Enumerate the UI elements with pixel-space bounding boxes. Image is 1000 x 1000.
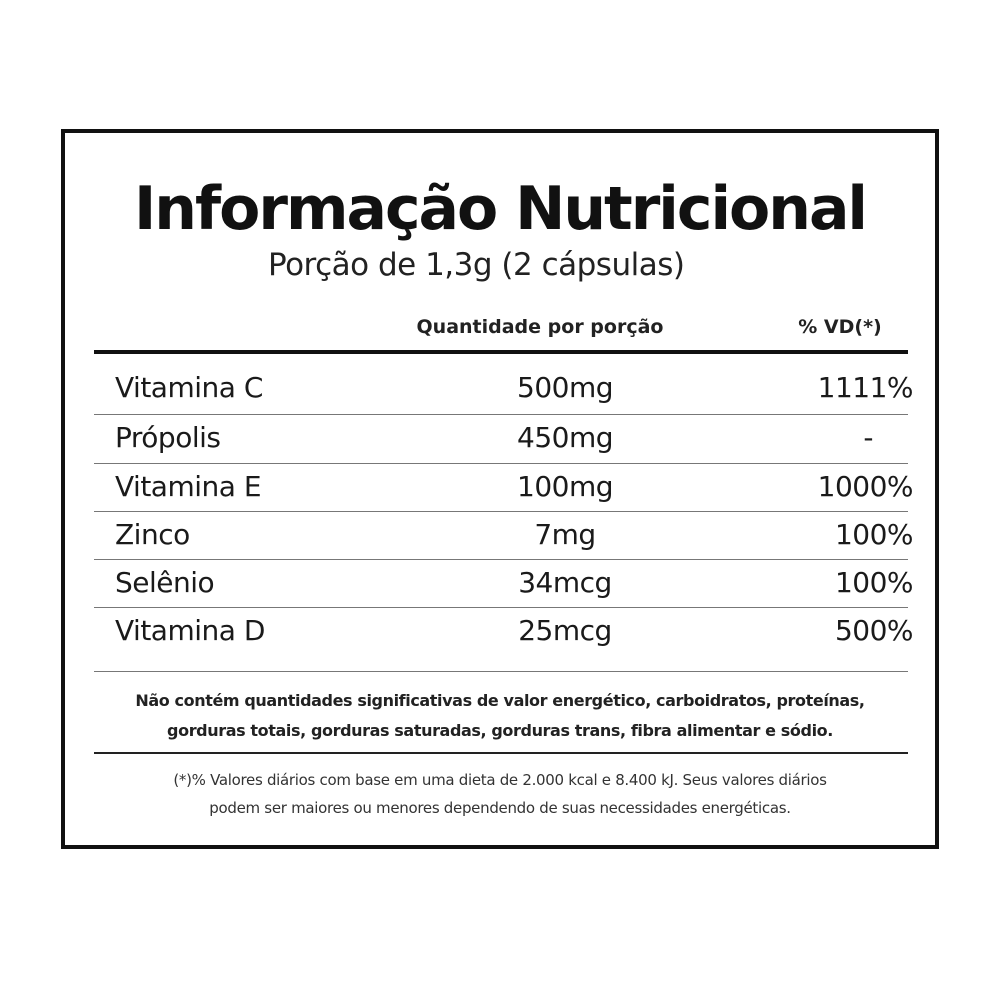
nutrient-quantity: 450mg: [517, 421, 613, 454]
nutrient-daily-value: -: [863, 421, 873, 454]
nutrient-daily-value: 100%: [834, 518, 913, 551]
nutrient-daily-value: 1000%: [817, 470, 913, 503]
nutrient-name: Vitamina D: [115, 614, 265, 647]
nutrient-row-zinco: [65, 512, 935, 560]
nutrient-quantity: 25mcg: [518, 614, 612, 647]
nutrient-name: Zinco: [115, 518, 190, 551]
nutrient-row-selenio: [65, 560, 935, 608]
nutrient-row-vitamina-e: [65, 464, 935, 512]
nutrient-daily-value: 500%: [834, 614, 913, 647]
notice-line: gorduras totais, gorduras saturadas, gorduras trans, fibra alimentar e sódio.: [167, 721, 833, 740]
nutrient-quantity: 34mcg: [518, 566, 612, 599]
nutrient-quantity: 7mg: [534, 518, 596, 551]
label-title: Informação Nutricional: [133, 174, 866, 244]
table-bottom-divider: [94, 671, 908, 672]
nutrient-name: Própolis: [115, 421, 221, 454]
header-divider: [94, 350, 908, 354]
nutrient-name: Selênio: [115, 566, 215, 599]
nutrient-name: Vitamina C: [115, 371, 263, 404]
nutrient-row-vitamina-c: [65, 365, 935, 413]
column-header-quantity: Quantidade por porção: [416, 316, 664, 338]
nutrient-row-propolis: [65, 415, 935, 463]
serving-size: Porção de 1,3g (2 cápsulas): [268, 247, 685, 283]
footnote-line: podem ser maiores ou menores dependendo de suas necessidades energéticas.: [209, 799, 791, 817]
nutrition-facts-panel: [61, 129, 939, 849]
footnote-line: (*)% Valores diários com base em uma dieta de 2.000 kcal e 8.400 kJ. Seus valores diários: [173, 771, 827, 789]
nutrient-row-vitamina-d: [65, 608, 935, 656]
nutrient-daily-value: 1111%: [817, 371, 913, 404]
daily-value-footnote: [65, 766, 935, 822]
nutrient-daily-value: 100%: [834, 566, 913, 599]
column-header-daily-value: % VD(*): [798, 316, 882, 338]
nutrient-name: Vitamina E: [115, 470, 262, 503]
footnote-divider: [94, 752, 908, 754]
notice-line: Não contém quantidades significativas de valor energético, carboidratos, proteínas,: [135, 691, 865, 710]
not-significant-notice: [65, 686, 935, 746]
nutrient-quantity: 100mg: [517, 470, 613, 503]
nutrient-quantity: 500mg: [517, 371, 613, 404]
